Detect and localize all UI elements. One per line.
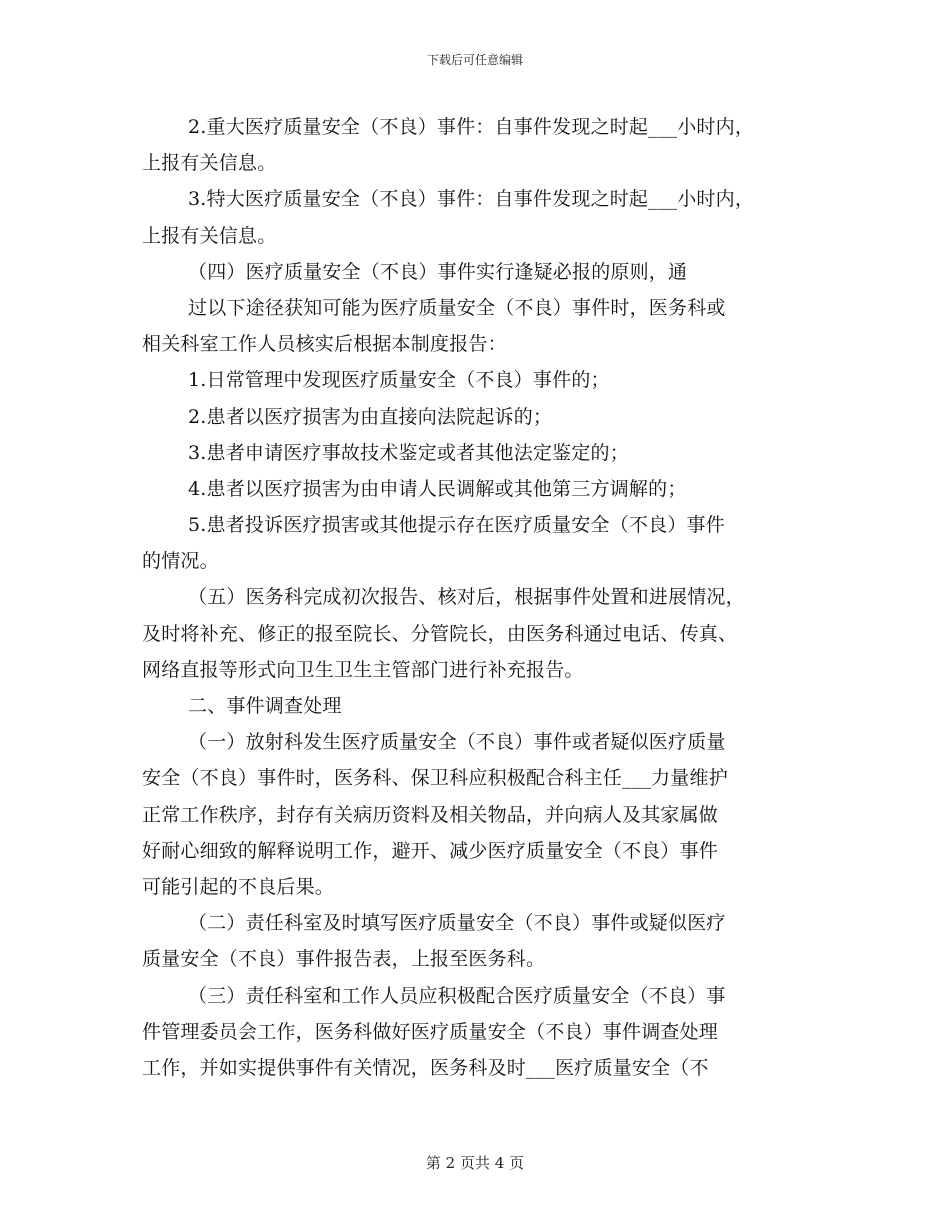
text-line: 3.患者申请医疗事故技术鉴定或者其他法定鉴定的； bbox=[188, 441, 629, 464]
text-line: 质量安全（不良）事件报告表，上报至医务科。 bbox=[142, 948, 546, 971]
text-line: 相关科室工作人员核实后根据本制度报告： bbox=[142, 333, 507, 356]
text-line: 2.重大医疗质量安全（不良）事件：自事件发现之时起___小时内， bbox=[188, 116, 755, 138]
text-line: （一）放射科发生医疗质量安全（不良）事件或者疑似医疗质量 bbox=[188, 731, 726, 754]
page-header: 下载后可任意编辑 bbox=[426, 53, 523, 67]
text-line: 安全（不良）事件时，医务科、保卫科应积极配合科主任___力量维护 bbox=[142, 767, 728, 790]
text-line: 正常工作秩序，封存有关病历资料及相关物品，并向病人及其家属做 bbox=[142, 803, 719, 826]
text-line: 网络直报等形式向卫生卫生主管部门进行补充报告。 bbox=[142, 658, 584, 681]
page-footer: 第 2 页共 4 页 bbox=[425, 1154, 525, 1172]
text-line: 件管理委员会工作，医务科做好医疗质量安全（不良）事件调查处理 bbox=[142, 1020, 719, 1043]
section-heading: 二、事件调查处理 bbox=[188, 695, 342, 717]
text-line: 及时将补充、修正的报至院长、分管院长，由医务科通过电话、传真、 bbox=[142, 622, 738, 645]
text-line: 5.患者投诉医疗损害或其他提示存在医疗质量安全（不良）事件 bbox=[188, 514, 725, 537]
text-line: 上报有关信息。 bbox=[142, 224, 277, 247]
text-line: 上报有关信息。 bbox=[142, 152, 277, 175]
text-line: （四）医疗质量安全（不良）事件实行逢疑必报的原则，通 bbox=[188, 260, 688, 283]
text-line: 3.特大医疗质量安全（不良）事件：自事件发现之时起___小时内， bbox=[188, 188, 755, 211]
text-line: 4.患者以医疗损害为由申请人民调解或其他第三方调解的； bbox=[188, 477, 687, 500]
text-line: 工作，并如实提供事件有关情况，医务科及时___医疗质量安全（不 bbox=[142, 1056, 709, 1079]
document-body bbox=[142, 109, 818, 1086]
text-line: 好耐心细致的解释说明工作，避开、减少医疗质量安全（不良）事件 bbox=[142, 839, 719, 862]
text-line: （五）医务科完成初次报告、核对后，根据事件处置和进展情况， bbox=[188, 586, 745, 609]
text-line: 可能引起的不良后果。 bbox=[142, 875, 335, 898]
text-line: （二）责任科室及时填写医疗质量安全（不良）事件或疑似医疗 bbox=[188, 912, 726, 935]
text-line: 2.患者以医疗损害为由直接向法院起诉的； bbox=[188, 405, 553, 428]
text-line: 过以下途径获知可能为医疗质量安全（不良）事件时，医务科或 bbox=[188, 296, 726, 319]
text-line: （三）责任科室和工作人员应积极配合医疗质量安全（不良）事 bbox=[188, 984, 726, 1007]
text-line: 1.日常管理中发现医疗质量安全（不良）事件的； bbox=[188, 369, 610, 392]
text-line: 的情况。 bbox=[142, 550, 219, 573]
